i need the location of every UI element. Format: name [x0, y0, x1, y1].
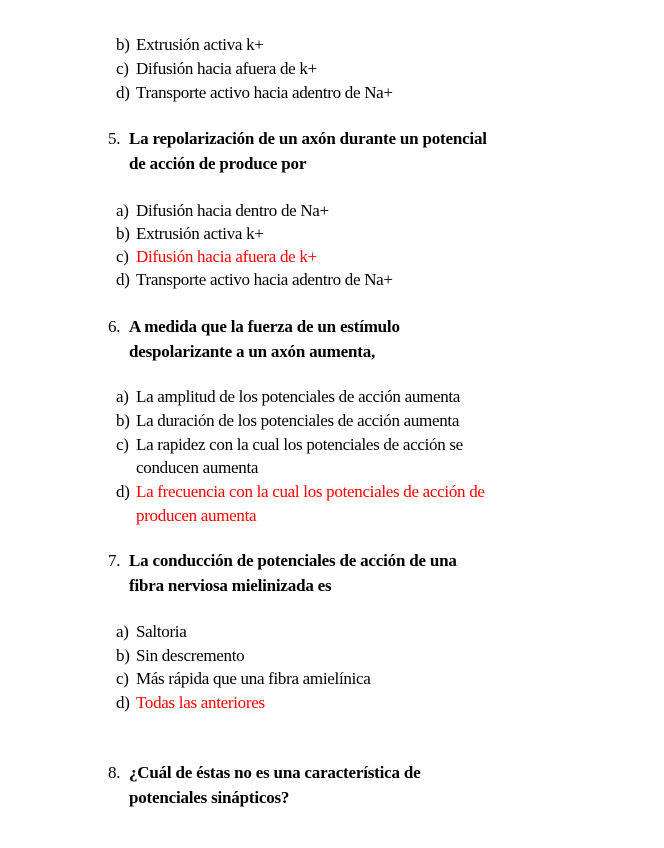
option-label: b): [116, 35, 130, 54]
option-7-d: [116, 691, 265, 714]
option-label: a): [116, 622, 129, 641]
option-prev-d: [116, 81, 393, 104]
option-5-c: [116, 245, 317, 268]
question-6-title-line2: [129, 340, 375, 364]
option-text-line2-correct-answer: producen aumenta: [136, 506, 257, 525]
option-label: d): [116, 693, 130, 712]
question-number: 7.: [108, 551, 121, 570]
option-label: c): [116, 669, 129, 688]
option-7-a: [116, 620, 186, 643]
option-7-b: [116, 644, 244, 667]
option-text: Difusión hacia afuera de k+: [136, 59, 317, 78]
option-prev-c: [116, 57, 317, 80]
option-5-d: [116, 268, 393, 291]
option-6-c-line2: [136, 456, 258, 479]
option-text: Extrusión activa k+: [136, 224, 264, 243]
question-8-title: [108, 761, 420, 785]
option-label: c): [116, 59, 129, 78]
option-label: d): [116, 270, 130, 289]
option-6-c: [116, 433, 463, 456]
option-label: d): [116, 482, 130, 501]
option-7-c: [116, 667, 370, 690]
question-5-title: [108, 127, 487, 151]
option-label: b): [116, 646, 130, 665]
option-5-b: [116, 222, 264, 245]
question-text-line2: potenciales sinápticos?: [129, 788, 290, 807]
option-text: La duración de los potenciales de acción aumenta: [136, 411, 460, 430]
option-label: c): [116, 435, 129, 454]
option-text-correct-answer: Difusión hacia afuera de k+: [136, 247, 317, 266]
question-7-title: [108, 549, 457, 573]
question-text-line1: A medida que la fuerza de un estímulo: [129, 317, 400, 336]
option-6-d-line2: [136, 504, 256, 527]
option-6-a: [116, 385, 460, 408]
option-text: Más rápida que una fibra amielínica: [136, 669, 371, 688]
question-text-line1: ¿Cuál de éstas no es una característica de: [129, 763, 421, 782]
option-6-b: [116, 409, 459, 432]
question-text-line2: de acción de produce por: [129, 154, 307, 173]
option-text: Extrusión activa k+: [136, 35, 264, 54]
option-text: La rapidez con la cual los potenciales de acción se: [136, 435, 463, 454]
option-text: Difusión hacia dentro de Na+: [136, 201, 329, 220]
option-text-line2: conducen aumenta: [136, 458, 259, 477]
question-text-line1: La repolarización de un axón durante un potencial: [129, 129, 487, 148]
question-7-title-line2: [129, 574, 331, 598]
option-text-correct-answer: La frecuencia con la cual los potenciales de acción de: [136, 482, 485, 501]
question-8-title-line2: [129, 786, 289, 810]
question-text-line2: despolarizante a un axón aumenta,: [129, 342, 376, 361]
question-5-title-line2: [129, 152, 306, 176]
question-number: 5.: [108, 129, 121, 148]
option-text: Transporte activo hacia adentro de Na+: [136, 270, 393, 289]
option-text: Transporte activo hacia adentro de Na+: [136, 83, 393, 102]
question-text-line1: La conducción de potenciales de acción de una: [129, 551, 457, 570]
question-text-line2: fibra nerviosa mielinizada es: [129, 576, 332, 595]
question-6-title: [108, 315, 400, 339]
option-label: a): [116, 387, 129, 406]
option-label: c): [116, 247, 129, 266]
option-label: d): [116, 83, 130, 102]
option-text: Sin descremento: [136, 646, 245, 665]
option-prev-b: [116, 33, 264, 56]
option-label: b): [116, 411, 130, 430]
question-number: 6.: [108, 317, 121, 336]
option-text-correct-answer: Todas las anteriores: [136, 693, 265, 712]
option-5-a: [116, 199, 329, 222]
option-label: a): [116, 201, 129, 220]
question-number: 8.: [108, 763, 121, 782]
option-text: Saltoria: [136, 622, 187, 641]
option-text: La amplitud de los potenciales de acción aumenta: [136, 387, 461, 406]
option-6-d: [116, 480, 485, 503]
option-label: b): [116, 224, 130, 243]
